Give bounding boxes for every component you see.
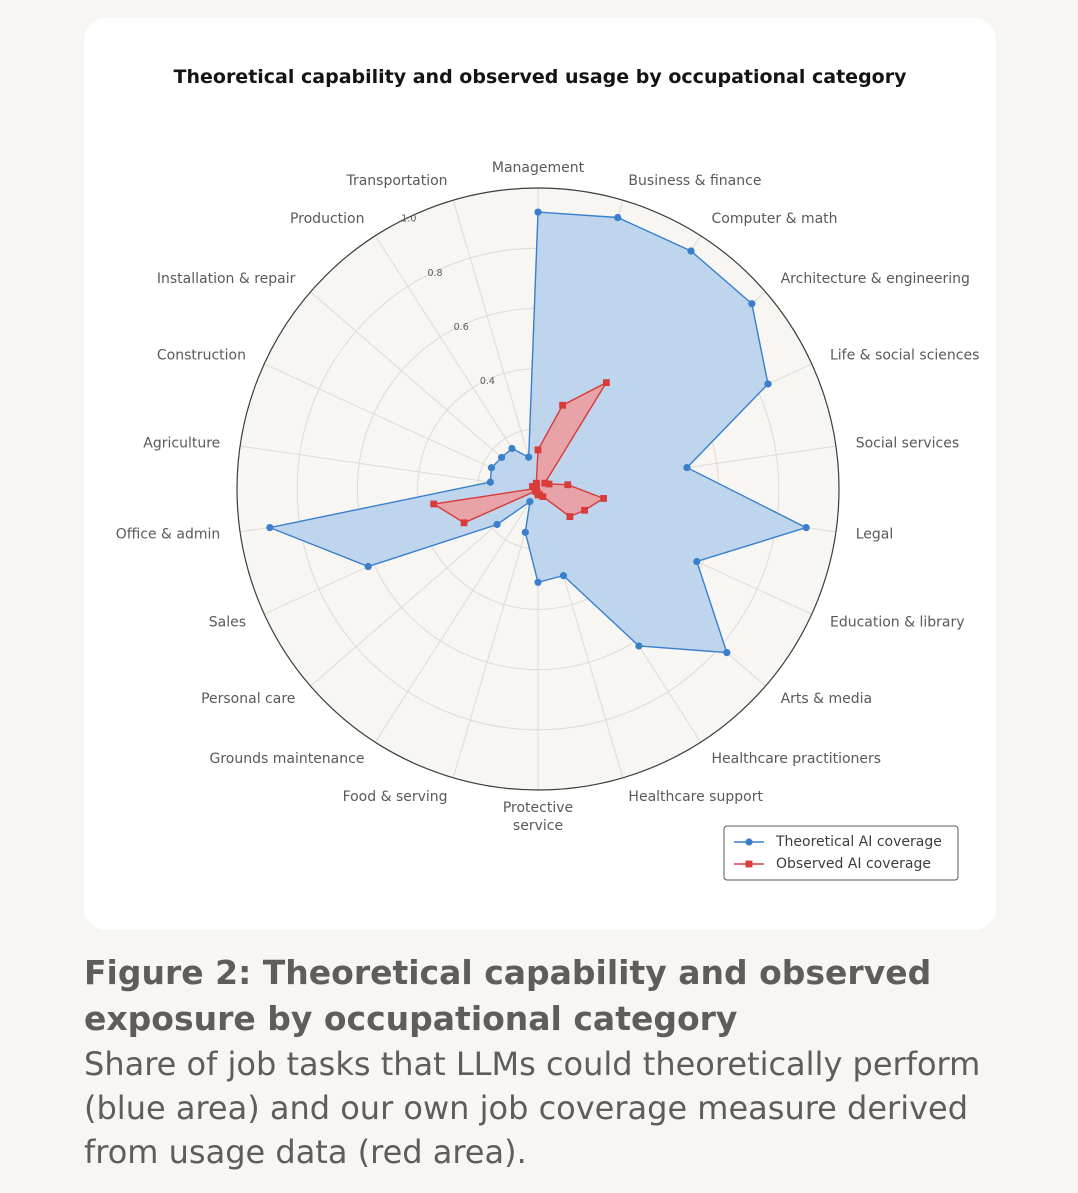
axis-label: Healthcare practitioners: [711, 751, 882, 768]
data-point: [614, 214, 621, 221]
data-point: [525, 454, 532, 461]
axis-label: Production: [289, 210, 365, 227]
data-point: [581, 507, 588, 514]
data-point: [430, 501, 437, 508]
axis-label: Education & library: [829, 614, 965, 631]
legend-marker: [745, 838, 752, 845]
data-point: [560, 572, 567, 579]
data-point: [534, 208, 541, 215]
axis-label: Business & finance: [628, 173, 762, 190]
legend-label: Theoretical AI coverage: [776, 834, 942, 850]
data-point: [487, 479, 494, 486]
radial-tick-label: 1.0: [401, 213, 417, 225]
radial-tick-label: 0.8: [427, 267, 443, 279]
data-point: [566, 513, 573, 520]
legend-marker: [746, 861, 753, 868]
axis-label: Installation & repair: [156, 270, 296, 287]
axis-label: Office & admin: [115, 526, 221, 543]
data-point: [683, 464, 690, 471]
data-point: [461, 519, 468, 526]
data-point: [535, 446, 542, 453]
axis-label: Sales: [208, 614, 247, 631]
axis-label: Computer & math: [711, 210, 838, 227]
data-point: [508, 445, 515, 452]
axis-label: Transportation: [346, 173, 448, 190]
data-point: [488, 464, 495, 471]
radial-tick-label: 0.4: [479, 376, 495, 388]
data-point: [723, 649, 730, 656]
data-point: [534, 579, 541, 586]
axis-label: Personal care: [201, 691, 296, 708]
data-point: [526, 498, 533, 505]
axis-label: Grounds maintenance: [209, 751, 365, 768]
data-point: [603, 379, 610, 386]
axis-label: Management: [491, 160, 585, 176]
figure-subtitle: Share of job tasks that LLMs could theoretically perform (blue area) and our own job coverage measure derived from usage data (red area).: [84, 1045, 981, 1171]
data-point: [600, 495, 607, 502]
axis-label: Social services: [855, 435, 960, 452]
data-point: [687, 247, 694, 254]
chart-card: [84, 18, 996, 930]
data-point: [564, 481, 571, 488]
axis-label: Agriculture: [143, 435, 221, 452]
axis-label: Protective service: [502, 800, 574, 834]
figure-title: Figure 2: Theoretical capability and observed exposure by occupational category: [84, 953, 932, 1038]
axis-label: Arts & media: [780, 691, 873, 708]
data-point: [522, 529, 529, 536]
data-point: [493, 521, 500, 528]
axis-label: Food & serving: [342, 788, 448, 805]
radar-chart: [84, 18, 996, 930]
axis-label: Construction: [156, 347, 247, 364]
chart-title: Theoretical capability and observed usage by occupational category: [173, 66, 907, 88]
data-point: [748, 300, 755, 307]
data-point: [803, 524, 810, 531]
data-point: [266, 524, 273, 531]
legend-label: Observed AI coverage: [776, 856, 931, 872]
data-point: [365, 563, 372, 570]
axis-label: Healthcare support: [628, 788, 763, 805]
axis-label: Life & social sciences: [829, 347, 980, 364]
data-point: [559, 402, 566, 409]
data-point: [635, 642, 642, 649]
radial-tick-label: 0.6: [453, 321, 469, 333]
axis-label: Architecture & engineering: [780, 270, 970, 287]
data-point: [533, 480, 540, 487]
data-point: [498, 454, 505, 461]
data-point: [764, 380, 771, 387]
data-point: [693, 558, 700, 565]
axis-label: Legal: [855, 526, 894, 543]
data-point: [546, 481, 553, 488]
